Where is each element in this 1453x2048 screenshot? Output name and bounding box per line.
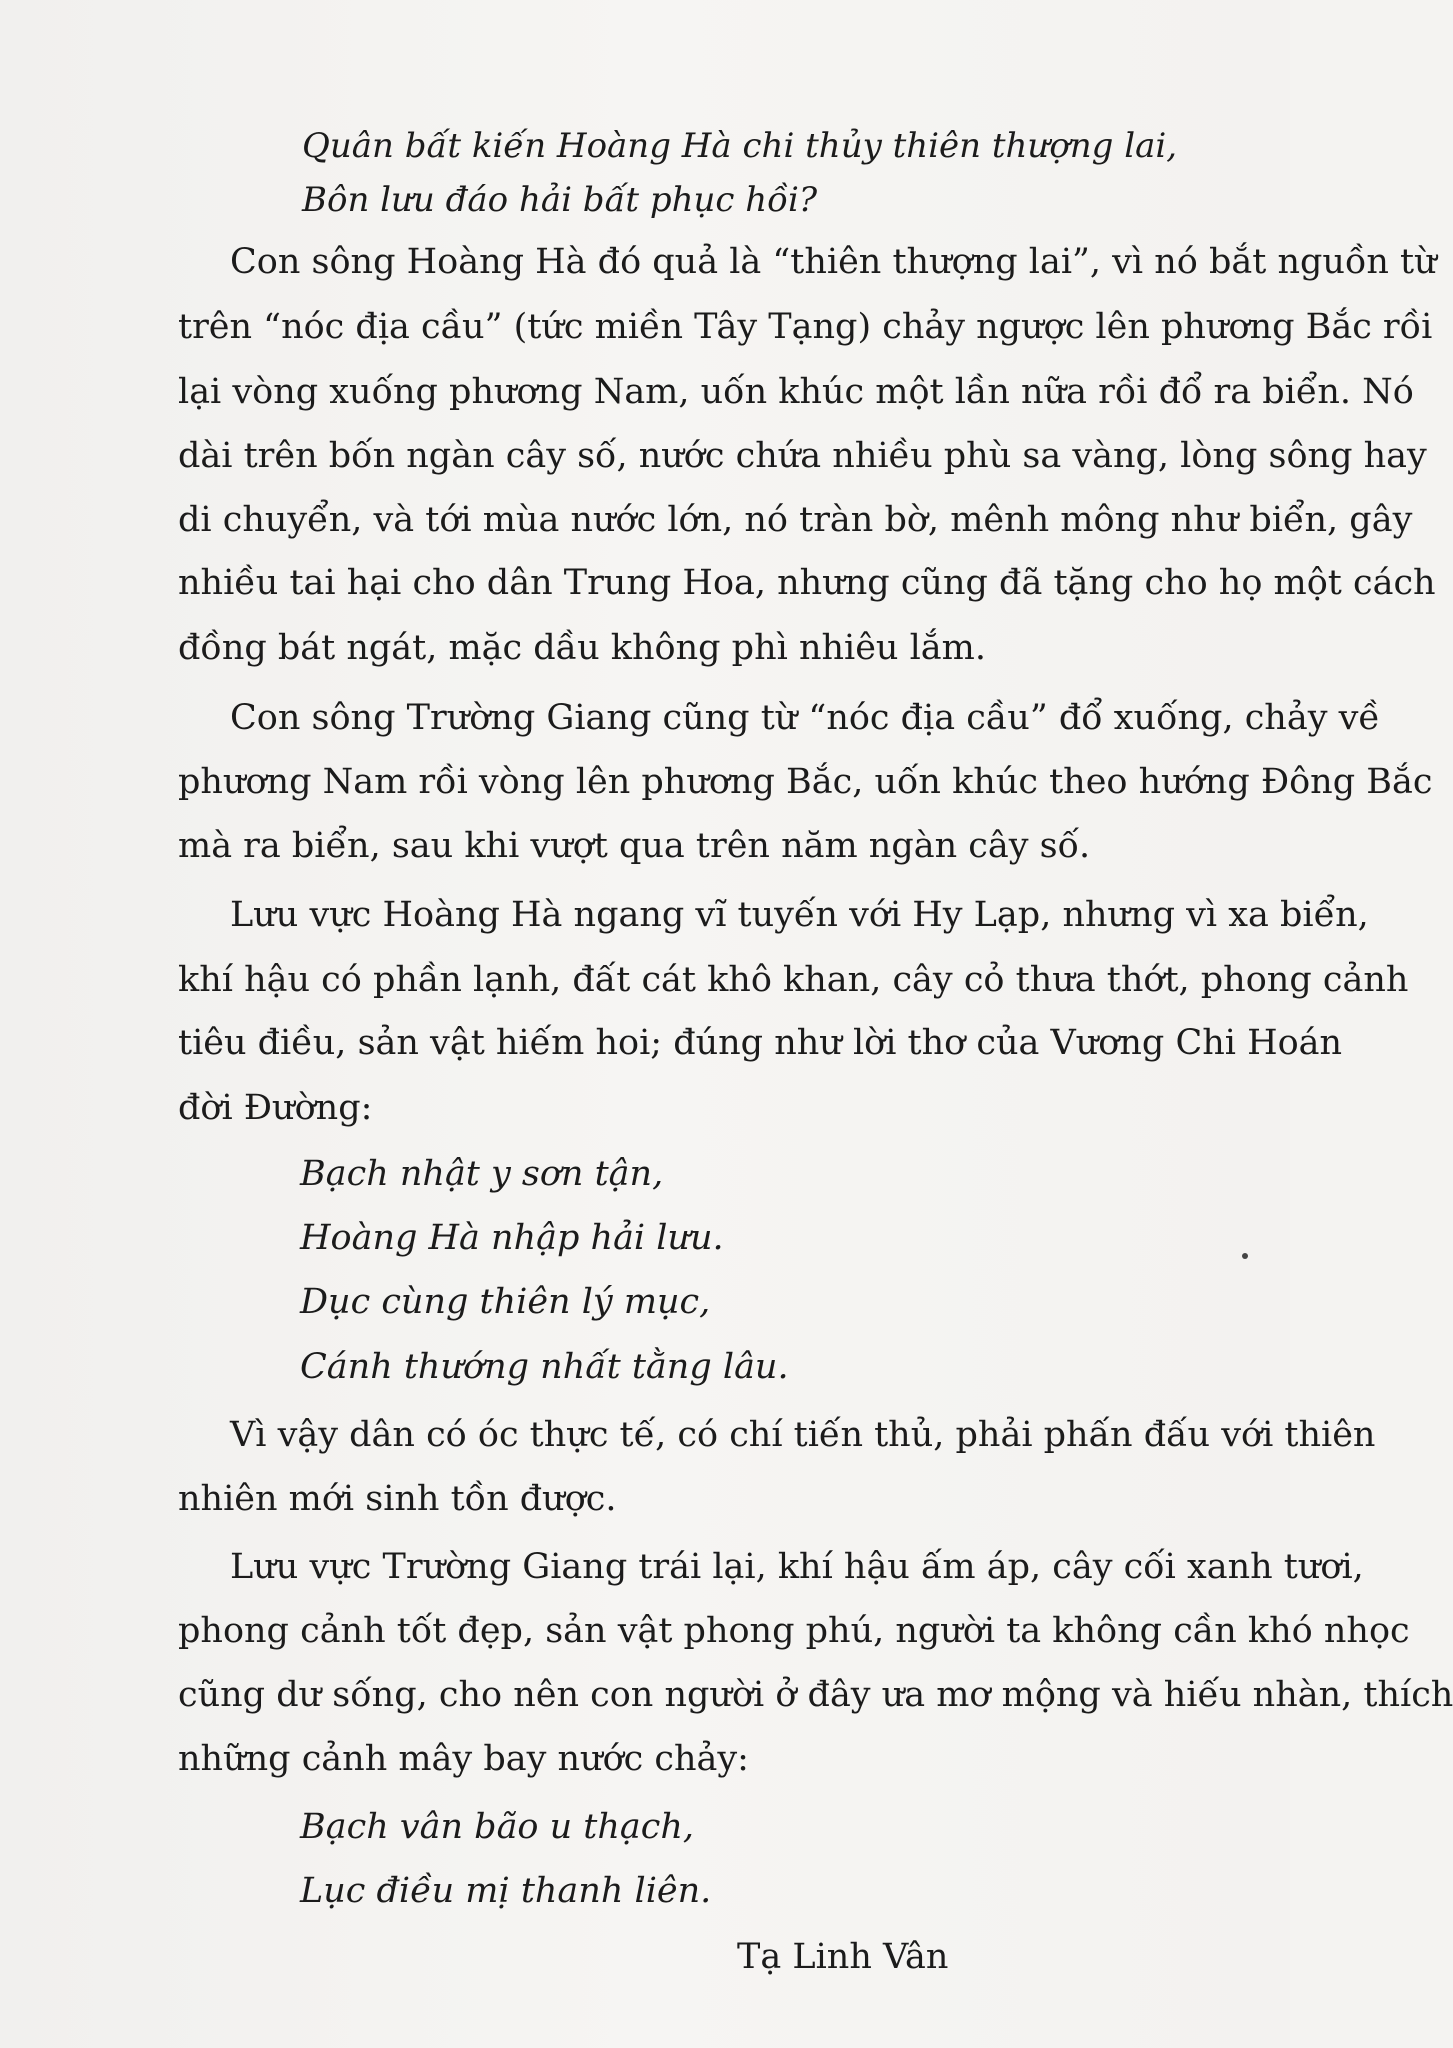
paragraph-line: Lưu vực Hoàng Hà ngang vĩ tuyến với Hy Lạp, nhưng vì xa biển, (230, 895, 1369, 935)
verse-line: Hoàng Hà nhập hải lưu. (300, 1218, 724, 1258)
paragraph-line: Con sông Trường Giang cũng từ “nóc địa cầu” đổ xuống, chảy về (230, 698, 1380, 738)
paragraph-line: đồng bát ngát, mặc dầu không phì nhiêu lắm. (178, 628, 986, 668)
paragraph-line: những cảnh mây bay nước chảy: (178, 1739, 749, 1779)
verse-line: Cánh thướng nhất tằng lâu. (300, 1347, 789, 1387)
paragraph-line: đời Đường: (178, 1088, 373, 1128)
paragraph-line: Con sông Hoàng Hà đó quả là “thiên thượng lai”, vì nó bắt nguồn từ (230, 242, 1437, 282)
verse-line: Lục điều mị thanh liên. (300, 1871, 712, 1911)
verse-line: Bôn lưu đáo hải bất phục hồi? (302, 180, 818, 220)
verse-line: Dục cùng thiên lý mục, (300, 1282, 711, 1322)
paragraph-line: cũng dư sống, cho nên con người ở đây ưa mơ mộng và hiếu nhàn, thích (178, 1675, 1453, 1715)
paragraph-line: nhiều tai hại cho dân Trung Hoa, nhưng cũng đã tặng cho họ một cách (178, 563, 1436, 603)
paragraph-line: Vì vậy dân có óc thực tế, có chí tiến thủ, phải phấn đấu với thiên (230, 1415, 1376, 1455)
paragraph-line: tiêu điều, sản vật hiếm hoi; đúng như lời thơ của Vương Chi Hoán (178, 1023, 1343, 1063)
paragraph-line: trên “nóc địa cầu” (tức miền Tây Tạng) chảy ngược lên phương Bắc rồi (178, 307, 1433, 347)
verse-line: Bạch vân bão u thạch, (300, 1807, 695, 1847)
verse-line: Quân bất kiến Hoàng Hà chi thủy thiên thượng lai, (302, 126, 1178, 166)
paragraph-line: khí hậu có phần lạnh, đất cát khô khan, cây cỏ thưa thớt, phong cảnh (178, 960, 1409, 1000)
paragraph-line: di chuyển, và tới mùa nước lớn, nó tràn bờ, mênh mông như biển, gây (178, 500, 1413, 540)
paragraph-line: Lưu vực Trường Giang trái lại, khí hậu ấm áp, cây cối xanh tươi, (230, 1547, 1364, 1587)
paragraph-line: dài trên bốn ngàn cây số, nước chứa nhiều phù sa vàng, lòng sông hay (178, 436, 1427, 476)
paragraph-line: phương Nam rồi vòng lên phương Bắc, uốn khúc theo hướng Đông Bắc (178, 762, 1433, 802)
paper-speck (1242, 1253, 1248, 1259)
paragraph-line: phong cảnh tốt đẹp, sản vật phong phú, người ta không cần khó nhọc (178, 1611, 1410, 1651)
paragraph-line: lại vòng xuống phương Nam, uốn khúc một lần nữa rồi đổ ra biển. Nó (178, 372, 1414, 412)
verse-line: Bạch nhật y sơn tận, (300, 1154, 664, 1194)
verse-attribution: Tạ Linh Vân (737, 1937, 949, 1977)
paragraph-line: nhiên mới sinh tồn được. (178, 1479, 617, 1519)
paragraph-line: mà ra biển, sau khi vượt qua trên năm ngàn cây số. (178, 826, 1091, 866)
